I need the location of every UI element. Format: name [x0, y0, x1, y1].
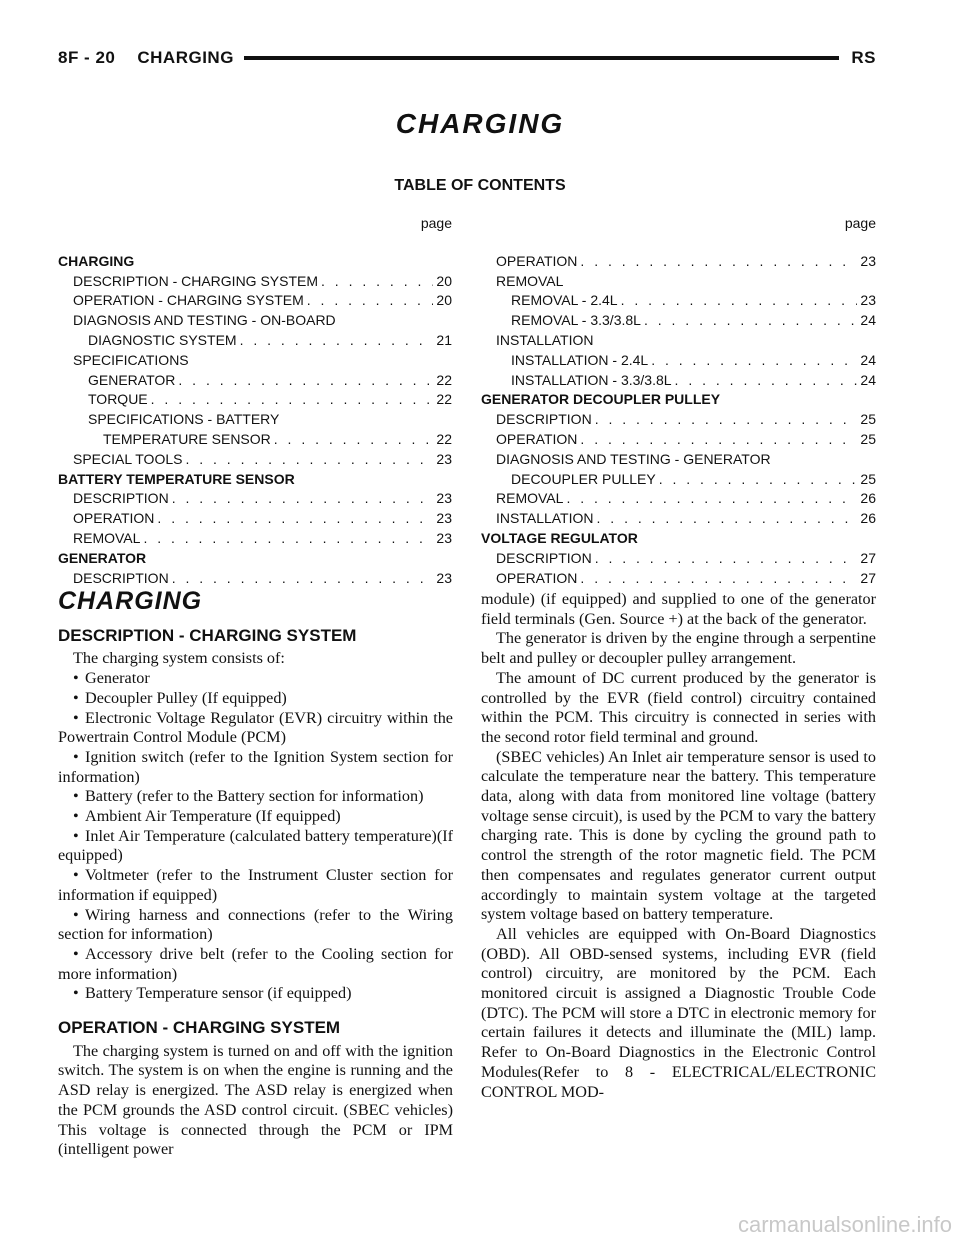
toc-entry-title: INSTALLATION: [496, 510, 594, 527]
toc-entry: [481, 371, 876, 391]
toc-entry: [58, 291, 452, 311]
toc-entry-title: DESCRIPTION: [73, 569, 169, 586]
toc-leader-dots: [321, 272, 433, 292]
toc-entry-page: 23: [436, 490, 452, 507]
toc-leader-dots: [651, 351, 857, 371]
toc-leader-dots: [307, 291, 434, 311]
bullet-list: [58, 669, 453, 1004]
toc-entry-page: 20: [436, 292, 452, 309]
toc-entry-page: 24: [860, 351, 876, 368]
bullet-item: • Ignition switch (refer to the Ignition System section for information): [58, 747, 453, 786]
bullet-item: • Battery Temperature sensor (if equipped): [73, 984, 352, 1003]
toc-entry-page: 25: [860, 430, 876, 447]
toc-entry-title: INSTALLATION - 3.3/3.8L: [511, 371, 672, 388]
subsection-heading: OPERATION - CHARGING SYSTEM: [58, 1018, 341, 1038]
toc-entry-page: 26: [860, 490, 876, 507]
toc-entry: [58, 489, 452, 509]
toc-leader-dots: [178, 371, 433, 391]
toc-entry: [58, 371, 452, 391]
toc-leader-dots: [597, 509, 858, 529]
bullet-item: • Inlet Air Temperature (calculated battery temperature)(If equipped): [58, 826, 453, 865]
toc-entry: [58, 331, 452, 351]
toc-entry: [58, 430, 452, 450]
toc-entry-title: TEMPERATURE SENSOR: [103, 430, 271, 447]
toc-entry: [481, 351, 876, 371]
toc-entry: [481, 311, 876, 331]
bullet-item: • Accessory drive belt (refer to the Cooling section for more information): [58, 944, 453, 983]
toc-entry-title: REMOVAL: [496, 272, 564, 289]
toc-entry-title: GENERATOR: [88, 371, 176, 388]
toc-entry: [481, 529, 876, 549]
toc-entry: [58, 470, 452, 490]
toc-entry-title: BATTERY TEMPERATURE SENSOR: [58, 470, 295, 487]
toc-leader-dots: [580, 430, 857, 450]
toc-entry: [481, 410, 876, 430]
page-number: 8F - 20: [58, 48, 116, 67]
toc-entry-page: 24: [860, 312, 876, 329]
toc-entry: [481, 291, 876, 311]
toc-entry-title: GENERATOR: [58, 549, 147, 566]
toc-entry: [58, 509, 452, 529]
toc-entry-title: DECOUPLER PULLEY: [511, 470, 656, 487]
header-section: CHARGING: [137, 48, 234, 67]
paragraph: The charging system consists of:: [73, 649, 285, 668]
toc-entry: [481, 450, 876, 470]
page-header: [58, 46, 876, 70]
toc-entry: [58, 549, 452, 569]
bullet-item: • Battery (refer to the Battery section for information): [73, 787, 424, 806]
toc-entry: [58, 450, 452, 470]
toc-leader-dots: [580, 569, 857, 589]
toc-entry: [481, 331, 876, 351]
toc-entry-page: 23: [860, 292, 876, 309]
bullet-item: • Electronic Voltage Regulator (EVR) circuitry within the Powertrain Control Module (PCM): [58, 708, 453, 747]
toc-leader-dots: [172, 489, 434, 509]
toc-leader-dots: [675, 371, 858, 391]
toc-entry: [58, 272, 452, 292]
toc-leader-dots: [659, 470, 858, 490]
toc-entry-page: 27: [860, 549, 876, 566]
toc-entry-title: OPERATION: [496, 430, 578, 447]
toc-entry-title: VOLTAGE REGULATOR: [481, 529, 638, 546]
toc-entry: [58, 390, 452, 410]
bullet-item: • Voltmeter (refer to the Instrument Cluster section for information if equipped): [58, 866, 453, 904]
toc-page-label: page: [844, 215, 876, 231]
toc-entry-title: DESCRIPTION: [496, 549, 592, 566]
body-right-column: [481, 590, 876, 1102]
toc-entry: [481, 569, 876, 589]
toc-left-column: [58, 214, 452, 588]
watermark: carmanualsonline.info: [737, 1212, 952, 1237]
toc-entry-page: 25: [860, 411, 876, 428]
toc-entry-page: 23: [436, 569, 452, 586]
toc-entry-title: OPERATION: [496, 569, 578, 586]
toc-leader-dots: [621, 291, 858, 311]
paragraph: module) (if equipped) and supplied to one of the generator field terminals (Gen. Source +) at the back of the generator.: [481, 590, 876, 628]
toc-entry-title: DESCRIPTION: [73, 490, 169, 507]
body-left-column: [58, 587, 453, 1160]
toc-entry-page: 24: [860, 371, 876, 388]
toc-entry-title: INSTALLATION: [496, 331, 594, 348]
toc-leader-dots: [566, 489, 857, 509]
toc-entry: [481, 489, 876, 509]
toc-entry-title: DIAGNOSIS AND TESTING - GENERATOR: [496, 450, 771, 467]
toc-entry-title: INSTALLATION - 2.4L: [511, 351, 649, 368]
toc-entry-title: DESCRIPTION - CHARGING SYSTEM: [73, 272, 319, 289]
toc-entry-page: 26: [860, 510, 876, 527]
toc-leader-dots: [185, 450, 433, 470]
toc-entry-page: 23: [436, 529, 452, 546]
subsection-heading: DESCRIPTION - CHARGING SYSTEM: [58, 625, 357, 645]
toc-page-label: page: [420, 215, 452, 231]
toc-leader-dots: [644, 311, 857, 331]
toc-entry-title: OPERATION - CHARGING SYSTEM: [73, 292, 304, 309]
toc-entry-page: 22: [436, 430, 452, 447]
toc-entry-page: 25: [860, 470, 876, 487]
paragraph: The charging system is turned on and off with the ignition switch. The system is on when the engine is running and the ASD relay is energized. The ASD relay is energized when the PCM grounds the ASD control circuit. (SBEC vehicles) This voltage is connected through the PCM or IPM (intelligent power: [58, 1041, 453, 1159]
toc-entry-page: 23: [436, 510, 452, 527]
toc-entry-title: DIAGNOSIS AND TESTING - ON-BOARD: [73, 312, 336, 329]
toc-entry-title: SPECIFICATIONS - BATTERY: [88, 411, 280, 428]
toc-leader-dots: [240, 331, 434, 351]
toc-entry-title: REMOVAL - 3.3/3.8L: [511, 312, 641, 329]
section-heading: CHARGING: [58, 587, 203, 615]
toc-entry: [481, 252, 876, 272]
paragraph: (SBEC vehicles) An Inlet air temperature sensor is used to calculate the temperature near the battery. This temperature data, along with data from monitored line voltage (battery voltage sense circuit), is used by the PCM to vary the battery charging rate. This is done by cycling the ground path to control the strength of the rotor magnetic field. The PCM then compensates and regulates generator current output accordingly to maintain system voltage at the targeted system voltage based on battery temperature.: [481, 747, 876, 924]
toc-entry: [58, 569, 452, 589]
paragraph: The amount of DC current produced by the generator is controlled by the EVR (field control) circuitry contained within the PCM. This circuitry is connected in series with the second rotor field terminal and ground.: [481, 668, 876, 746]
toc-leader-dots: [172, 569, 434, 589]
toc-entry: [481, 390, 876, 410]
toc-entry: [58, 351, 452, 371]
toc-entry-title: DIAGNOSTIC SYSTEM: [88, 331, 237, 348]
toc-entry-title: CHARGING: [58, 252, 135, 269]
toc-entry-title: TORQUE: [88, 391, 148, 408]
toc-entry-title: REMOVAL: [496, 490, 564, 507]
toc-entry: [58, 410, 452, 430]
toc-leader-dots: [143, 529, 433, 549]
toc-entry-title: DESCRIPTION: [496, 411, 592, 428]
page-title: CHARGING: [395, 108, 565, 139]
toc-entry-title: REMOVAL - 2.4L: [511, 292, 618, 309]
toc-entry-title: REMOVAL: [73, 529, 141, 546]
toc-entry-title: OPERATION: [73, 510, 155, 527]
toc-entry-page: 22: [436, 371, 452, 388]
toc-entry-title: SPECIFICATIONS: [73, 351, 189, 368]
toc-leader-dots: [595, 549, 858, 569]
toc-entry-page: 20: [436, 272, 452, 289]
toc-leader-dots: [580, 252, 857, 272]
toc-entry: [58, 252, 452, 272]
toc-entry: [481, 272, 876, 292]
toc-entry-title: GENERATOR DECOUPLER PULLEY: [481, 391, 721, 408]
toc-right-column: [481, 214, 876, 588]
paragraph: The generator is driven by the engine through a serpentine belt and pulley or decoupler pulley arrangement.: [481, 629, 876, 668]
toc-leader-dots: [274, 430, 434, 450]
toc-entry: [481, 430, 876, 450]
toc-entry-page: 22: [436, 391, 452, 408]
bullet-item: • Wiring harness and connections (refer to the Wiring section for information): [58, 905, 453, 944]
toc-title: TABLE OF CONTENTS: [394, 177, 566, 194]
header-rule: [244, 56, 839, 60]
bullet-item: • Decoupler Pulley (If equipped): [73, 688, 287, 707]
paragraph: All vehicles are equipped with On-Board Diagnostics (OBD). All OBD-sensed systems, including EVR (field control) circuitry, are monitored by the PCM. Each monitored circuit is assigned a Diagnostic Trouble Code (DTC). The PCM will store a DTC in electronic memory for certain failures it detects and illuminate the (MIL) lamp. Refer to On-Board Diagnostics in the Electronic Control Modules(Refer to 8 - ELECTRICAL/ELECTRONIC CONTROL MOD-: [481, 924, 876, 1101]
toc-leader-dots: [151, 390, 434, 410]
header-code: RS: [851, 48, 876, 67]
toc-entry: [481, 470, 876, 490]
toc-entry: [481, 549, 876, 569]
toc-entry-title: OPERATION: [496, 252, 578, 269]
toc-entry-page: 21: [436, 331, 452, 348]
toc-entry-page: 23: [436, 450, 452, 467]
bullet-item: • Ambient Air Temperature (If equipped): [73, 807, 341, 826]
toc-leader-dots: [157, 509, 433, 529]
toc-entry: [481, 509, 876, 529]
toc-entry-title: SPECIAL TOOLS: [73, 450, 183, 467]
toc-leader-dots: [595, 410, 858, 430]
toc-entry-page: 27: [860, 569, 876, 586]
toc-entry-page: 23: [860, 252, 876, 269]
bullet-item: • Generator: [73, 669, 150, 688]
toc-entry: [58, 529, 452, 549]
toc-entry: [58, 311, 452, 331]
